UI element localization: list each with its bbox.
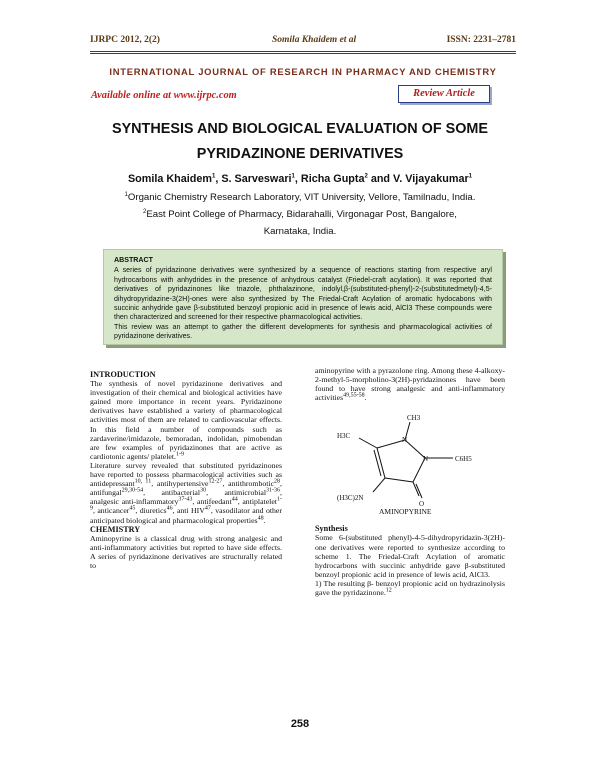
intro-text: Literature survey revealed that substituted pyridazinones have reported to possess pharmacological activities such as antidepressant — [90, 460, 282, 489]
intro-text: , antihypertensive — [151, 479, 209, 489]
citation: 46 — [166, 505, 173, 512]
intro-paragraph-2 — [90, 461, 282, 525]
chemistry-heading: CHEMISTRY — [90, 524, 141, 534]
author: Somila Khaidem — [127, 173, 212, 185]
synthesis-paragraph: Some 6-(substituted phenyl)-4-5-dihydropyridazin-3(2H)-one derivatives were reported to synthesize according to scheme 1. The Friedal-Craft Acylation of aromatic hydrocarbons with succinic anhydride gave β-substituted benzoyl propionic acid in presence of lewis acid, AlCl3. — [315, 533, 505, 579]
affiliation-text: Organic Chemistry Research Laboratory, VIT University, Vellore, Tamilnadu, India. — [127, 192, 476, 203]
intro-text: , antiplatelet — [237, 497, 277, 507]
header-rule-2 — [90, 53, 516, 54]
intro-text: , antithrombotic — [222, 479, 275, 489]
intro-text: , antimicrobial — [206, 488, 267, 498]
intro-text: The synthesis of novel pyridazinone derivatives and investigation of their chemical and biological activities have gained more importance in recent years. Pyridazinone derivatives have established a variety of pharmacological activities most of them are related to cardiovascular effects. In this field a number of compounds such as zardaverine/imidazole, bemoradan, indolidan, pimobendan are few examples of pyridazinones that are active as cardiotonic agents/ platelet. — [90, 379, 282, 461]
author-sup: 2 — [364, 173, 368, 180]
author-sup: 1 — [468, 173, 473, 180]
affiliation-sup: 2 — [143, 208, 147, 215]
citation: 47 — [204, 505, 211, 512]
n2-label: N — [423, 455, 429, 464]
citation: 44 — [231, 496, 238, 503]
affiliation-sup: 1 — [124, 191, 128, 198]
running-authors: Somila Khaidem et al — [272, 35, 357, 45]
citation: 1-9 — [175, 451, 184, 458]
intro-text: , antifungal — [90, 479, 282, 498]
ch3-top-label: CH3 — [407, 414, 421, 423]
ring-bond — [385, 478, 413, 482]
right-paragraph — [315, 366, 505, 402]
intro-text: , vasodilator and other anticipated biological and pharmacological properties — [90, 506, 282, 525]
citation: 49,55-58 — [343, 392, 365, 399]
author-sup: 1 — [291, 173, 295, 180]
citation: 10, 11 — [134, 478, 152, 485]
aminopyrine-structure — [315, 410, 505, 518]
journal-name: INTERNATIONAL JOURNAL OF RESEARCH IN PHARMACY AND CHEMISTRY — [109, 66, 497, 77]
intro-text: , antibacterial — [143, 488, 201, 498]
abstract-heading: ABSTRACT — [114, 256, 154, 264]
body-text: . — [364, 393, 367, 403]
affiliation-2 — [60, 209, 540, 220]
intro-text: , anti HIV — [172, 506, 205, 516]
intro-heading: INTRODUCTION — [90, 370, 156, 379]
left-column — [90, 370, 282, 570]
intro-text: , analgesic anti-inflammatory — [90, 488, 282, 507]
citation: 37-43 — [178, 496, 193, 503]
ring-bond — [377, 440, 405, 448]
ch3-left-label: H3C — [337, 432, 351, 441]
body-text: aminopyrine with a pyrazolone ring. Among these 4-alkoxy-2-methyl-5-morpholino-3(2H)-pyridazinones have been found to have strong analgesic and anti-inflammatory activities — [315, 366, 505, 403]
author: S. Sarveswari — [221, 173, 292, 185]
author-sep: , — [294, 173, 301, 185]
synthesis-paragraph-2 — [315, 579, 505, 597]
abstract-box — [103, 249, 503, 345]
oxygen-label: O — [419, 500, 425, 509]
intro-text: , anticancer — [93, 506, 130, 516]
dimethylamino-label: (H3C)2N — [337, 494, 364, 503]
article-title-line-1: SYNTHESIS AND BIOLOGICAL EVALUATION OF SOME — [111, 121, 489, 137]
ring-bond — [405, 440, 425, 458]
ring-bond — [377, 448, 385, 478]
structure-caption: AMINOPYRINE — [379, 507, 432, 517]
right-column — [315, 366, 505, 597]
double-bond — [374, 450, 381, 476]
citation: 31-36 — [266, 487, 281, 494]
phenyl-label: C6H5 — [455, 455, 472, 464]
header-rule — [90, 51, 516, 52]
running-header — [90, 35, 516, 49]
amine-bond — [373, 478, 385, 492]
n1-label: N — [402, 436, 408, 445]
article-title-line-2: PYRIDAZINONE DERIVATIVES — [196, 146, 404, 162]
abstract-text-2: This review was an attempt to gather the different developments for synthesis and pharmacological activities of pyridazinone derivatives. — [114, 322, 492, 341]
author: V. Vijayakumar — [393, 173, 469, 185]
affiliation-1 — [60, 192, 540, 203]
author-sep: and — [367, 173, 394, 185]
author: Richa Gupta — [300, 173, 365, 185]
body-text: 1) The resulting β- benzoyl propionic acid on hydrazinolysis gave the pyridazinone. — [315, 578, 505, 598]
citation: 28 — [274, 478, 281, 485]
available-online: Available online at www.ijrpc.com — [91, 90, 237, 101]
citation: 12-27 — [208, 478, 223, 485]
abstract-text: A series of pyridazinone derivatives were synthesized by a sequence of reactions starting from respective aryl hydrocarbons with anhydrides in the presence of anhydrous catalyst (Friedel-craft acylation). It was reported that derivatives of pyridazinones like triazole, phthalazinone, indolyl,β-(substituted-phenyl)-2-(substitutedmetyl)-4,5-dihydropyridazine-3(2H)-ones were also synthesized by The Friedal-Craft Acylation of aromatic hydocabons with succinic anhydride gave β-substituted benzoyl propionic acid in presence of lewis acid, AlCl3 These compounds were then characterized and screened for their respective pharmacological activities. — [114, 266, 492, 322]
article-type-badge: Review Article — [398, 85, 490, 103]
synthesis-heading: Synthesis — [315, 524, 348, 534]
author-sup: 1 — [211, 173, 216, 180]
citation: 1-9 — [90, 496, 282, 512]
affiliation-2-cont: Karnataka, India. — [263, 226, 337, 237]
citation: 48 — [257, 514, 264, 521]
citation: 12 — [385, 587, 392, 594]
chemistry-paragraph: Aminopyrine is a classical drug with strong analgesic and anti-inflammatory activities but reprted to have side effects. A series of pyridazinone derivatives are structurally related to — [90, 533, 282, 570]
intro-text: , diuretics — [135, 506, 167, 516]
intro-text: , antifeedant — [192, 497, 232, 507]
author-sep: , — [215, 173, 222, 185]
citation: 30 — [200, 487, 207, 494]
citation: 45 — [129, 505, 136, 512]
issn: ISSN: 2231–2781 — [446, 35, 516, 45]
intro-paragraph — [90, 379, 282, 461]
affiliation-text: East Point College of Pharmacy, Bidarahalli, Virgonagar Post, Bangalore, — [146, 209, 457, 220]
author-list — [60, 173, 540, 185]
journal-issue: IJRPC 2012, 2(2) — [90, 35, 160, 45]
citation: 29,30-54 — [121, 487, 144, 494]
methyl-bond — [359, 438, 377, 448]
intro-text: . — [263, 515, 266, 525]
page-number: 258 — [290, 718, 310, 730]
